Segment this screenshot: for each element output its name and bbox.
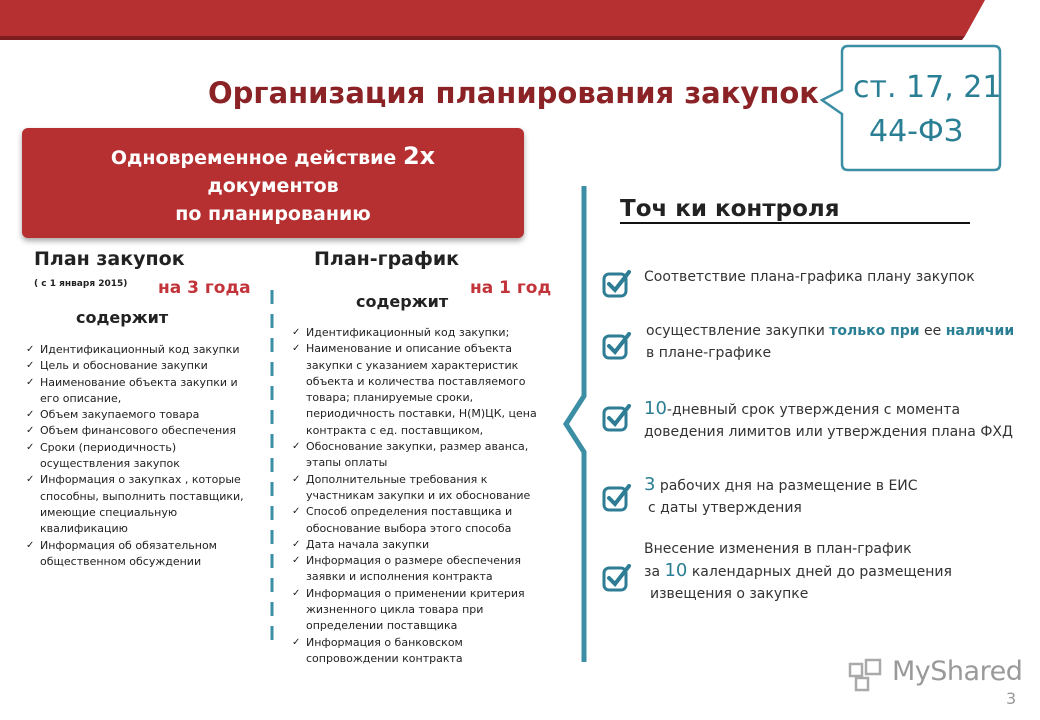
- purchase-plan-list-item: ✓ Наименование объекта закупки и его описание,: [26, 375, 251, 408]
- schedule-plan-list-item: ✓ Дополнительные требования к участникам закупки и их обоснование: [292, 472, 557, 505]
- documents-banner: [22, 128, 524, 238]
- control-point-2: осуществление закупки только при ее наличии в плане-графике: [646, 323, 1015, 361]
- control-title-underline: [620, 222, 970, 224]
- schedule-plan-contains-label: содержит: [356, 292, 449, 311]
- callout-article-line: ст. 17, 21: [853, 70, 1002, 105]
- schedule-plan-list-item: ✓ Обоснование закупки, размер аванса, этапы оплаты: [292, 439, 557, 472]
- purchase-plan-list-item: ✓ Объем закупаемого товара: [26, 407, 251, 423]
- schedule-plan-period: на 1 год: [470, 278, 552, 298]
- schedule-plan-list-item: ✓ Способ определения поставщика и обоснование выбора этого способа: [292, 504, 557, 537]
- schedule-plan-list-item: ✓ Информация о банковском сопровождении контракта: [292, 635, 557, 668]
- control-point-5: Внесение изменения в план-график за 10 календарных дней до размещения извещения о закупке: [644, 541, 952, 602]
- control-point-3: 10-дневный срок утверждения с момента доведения лимитов или утверждения плана ФХД: [644, 398, 1013, 440]
- banner-line-1: Одновременное действие 2х: [110, 142, 436, 170]
- column-divider: [270, 290, 274, 650]
- purchase-plan-list-item: ✓ Идентификационный код закупки: [26, 342, 251, 358]
- control-point-4: 3 рабочих дня на размещение в ЕИС с даты утверждения: [644, 474, 918, 516]
- schedule-plan-list-item: ✓ Информация о применении критерия жизненного цикла товара при определении поставщика: [292, 586, 557, 635]
- check-icon: [602, 402, 632, 432]
- banner-line-3: по планированию: [175, 203, 371, 225]
- control-points-title: Точ ки контроля: [620, 196, 840, 222]
- schedule-plan-heading: План-график: [314, 248, 460, 270]
- purchase-plan-contains-label: содержит: [76, 308, 169, 327]
- page-number: 3: [1006, 689, 1017, 708]
- article-callout-bubble: [818, 44, 1002, 174]
- schedule-plan-list-item: ✓ Дата начала закупки: [292, 537, 557, 553]
- purchase-plan-list-item: ✓ Информация об обязательном общественном обсуждении: [26, 538, 251, 571]
- check-icon: [602, 268, 632, 298]
- control-bracket-line: [560, 186, 600, 662]
- check-icon: [602, 482, 632, 512]
- purchase-plan-period: на 3 года: [158, 278, 251, 298]
- purchase-plan-list-item: ✓ Сроки (периодичность) осуществления закупок: [26, 440, 251, 473]
- page-title: Организация планирования закупок: [208, 76, 819, 110]
- schedule-plan-list-item: ✓ Идентификационный код закупки;: [292, 325, 557, 341]
- schedule-plan-list-item: ✓ Наименование и описание объекта закупки с указанием характеристик объекта и количества поставляемого товара; планируемые сроки, периодичность поставки, Н(М)ЦК, цена контракта с ед. поставщиком,: [292, 341, 557, 439]
- myshared-logo-text: MyShared: [892, 656, 1023, 687]
- top-accent-bar: [0, 0, 1040, 44]
- purchase-plan-list-item: ✓ Цель и обоснование закупки: [26, 358, 251, 374]
- schedule-plan-list-item: ✓ Информация о размере обеспечения заявки и исполнения контракта: [292, 553, 557, 586]
- purchase-plan-heading: План закупок: [34, 248, 185, 270]
- purchase-plan-items: [26, 342, 251, 570]
- check-icon: [602, 330, 632, 360]
- purchase-plan-list-item: ✓ Объем финансового обеспечения: [26, 423, 251, 439]
- banner-line-2: документов: [207, 175, 339, 197]
- callout-law-line: 44-ФЗ: [869, 114, 964, 149]
- myshared-logo-icon: [848, 656, 888, 692]
- purchase-plan-date-note: ( с 1 января 2015): [34, 279, 128, 289]
- purchase-plan-list-item: ✓ Информация о закупках , которые способны, выполнить поставщики, имеющие специальную квалификацию: [26, 472, 251, 537]
- check-icon: [602, 562, 632, 592]
- control-point-1: Соответствие плана-графика плану закупок: [644, 269, 975, 285]
- schedule-plan-items: [292, 325, 557, 667]
